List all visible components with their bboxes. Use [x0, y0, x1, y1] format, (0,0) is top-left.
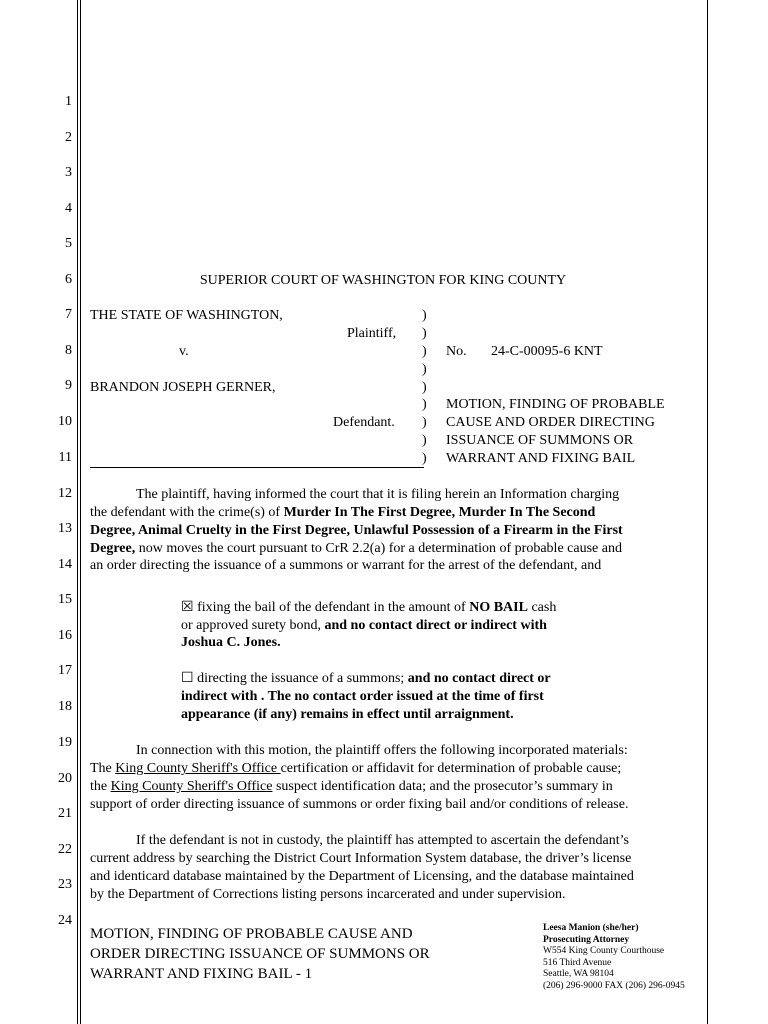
caption-paren: ) [422, 308, 427, 323]
line-number: 20 [58, 771, 72, 786]
charge-list: Murder In The First Degree, Murder In The Second [283, 505, 596, 520]
caption-paren: ) [422, 397, 427, 412]
line-number: 8 [65, 343, 72, 358]
line-number: 5 [65, 236, 72, 251]
para1-line [90, 540, 622, 558]
line-number: 14 [58, 557, 72, 572]
line-number: 23 [58, 877, 72, 892]
para1-line [90, 504, 595, 522]
motion-title-line: ISSUANCE OF SUMMONS OR [446, 433, 634, 448]
case-number-label: No. [446, 344, 467, 359]
option-summons-text: directing the issuance of a summons; [193, 671, 408, 686]
option-bail-text: fixing the bail of the defendant in the amount of [193, 600, 470, 615]
line-number: 11 [58, 450, 72, 465]
para3-line: If the defendant is not in custody, the plaintiff has attempted to ascertain the defendant’s [136, 833, 629, 848]
prosecutor-name: Leesa Manion (she/her) [543, 923, 639, 933]
prosecutor-title: Prosecuting Attorney [543, 934, 630, 945]
option-bail-text: cash [527, 600, 557, 615]
line-number: 16 [58, 628, 72, 643]
motion-title-line: WARRANT AND FIXING BAIL [446, 451, 636, 466]
no-contact-text: and no contact direct or [407, 671, 551, 686]
caption-paren: ) [422, 451, 427, 466]
line-number: 19 [58, 735, 72, 750]
option-summons-line: appearance (if any) remains in effect until arraignment. [181, 707, 514, 722]
court-title-text: SUPERIOR COURT OF WASHINGTON FOR KING COUNTY [199, 273, 567, 288]
prosecutor-block [543, 923, 685, 992]
case-number: 24-C-00095-6 KNT [491, 344, 603, 359]
option-bail-line [181, 599, 556, 617]
plaintiff-label: Plaintiff, [347, 326, 397, 341]
line-number: 9 [65, 378, 72, 393]
no-contact-text: and no contact direct or indirect with [324, 618, 547, 633]
caption-paren: ) [422, 415, 427, 430]
caption-rule [90, 467, 424, 468]
charge-list: Degree, Animal Cruelty in the First Degree, Unlawful Possession of a Firearm in the First [90, 523, 623, 538]
para2-text: the [90, 779, 111, 794]
footer-title-line: ORDER DIRECTING ISSUANCE OF SUMMONS OR [90, 946, 430, 962]
para1-line: an order directing the issuance of a summons or warrant for the arrest of the defendant, and [90, 558, 602, 573]
agency-name: King County Sheriff's Office [110, 779, 273, 794]
para3-line: and identicard database maintained by the Department of Licensing, and the database maintained [90, 869, 634, 884]
bail-amount: NO BAIL [469, 600, 528, 615]
line-number: 12 [58, 486, 72, 501]
plaintiff-name: THE STATE OF WASHINGTON, [90, 308, 283, 323]
option-summons-line: indirect with . The no contact order issued at the time of first [181, 689, 544, 704]
line-number: 24 [58, 913, 72, 928]
line-number: 22 [58, 842, 72, 857]
line-number: 3 [65, 165, 72, 180]
para3-line: current address by searching the District Court Information System database, the driver’s license [90, 851, 632, 866]
defendant-label: Defendant. [333, 415, 395, 430]
option-summons-line [181, 670, 551, 688]
line-number: 1 [65, 94, 72, 109]
para2-text: certification or affidavit for determination of probable cause; [280, 761, 622, 776]
unchecked-box-icon: ☐ [181, 671, 194, 686]
line-number: 17 [58, 663, 72, 678]
option-bail-text: or approved surety bond, [181, 618, 325, 633]
address-line: W554 King County Courthouse [543, 946, 665, 956]
agency-name: King County Sheriff's Office [115, 761, 281, 776]
address-line: Seattle, WA 98104 [543, 969, 614, 979]
footer-title-line: MOTION, FINDING OF PROBABLE CAUSE AND [90, 926, 413, 942]
para2-line: support of order directing issuance of summons or order fixing bail and/or conditions of release. [90, 797, 629, 812]
caption-paren: ) [422, 380, 427, 395]
no-contact-person: Joshua C. Jones. [181, 635, 281, 650]
para2-line [90, 760, 621, 778]
address-line: 516 Third Avenue [543, 957, 612, 968]
caption-paren: ) [422, 433, 427, 448]
line-number: 2 [65, 130, 72, 145]
para1-line: The plaintiff, having informed the court that it is filing herein an Information charging [136, 487, 620, 502]
line-number: 10 [58, 414, 72, 429]
line-number: 15 [58, 592, 72, 607]
checked-box-icon: ☒ [181, 600, 194, 615]
para2-line: In connection with this motion, the plaintiff offers the following incorporated materials: [136, 743, 628, 758]
right-margin-rule [707, 0, 708, 1024]
para2-text: The [90, 761, 116, 776]
footer-title-line: WARRANT AND FIXING BAIL - 1 [90, 966, 313, 982]
phone-fax: (206) 296-9000 FAX (206) 296-0945 [543, 980, 685, 991]
para2-text: suspect identification data; and the prosecutor’s summary in [272, 779, 613, 794]
defendant-name: BRANDON JOSEPH GERNER, [90, 380, 276, 395]
caption-paren: ) [422, 326, 427, 341]
para2-line [90, 778, 613, 796]
line-number: 6 [65, 272, 72, 287]
para1-text: now moves the court pursuant to CrR 2.2(a) for a determination of probable cause and [135, 541, 622, 556]
versus: v. [179, 344, 189, 359]
line-number: 18 [58, 699, 72, 714]
court-title [0, 272, 768, 290]
footer-title [90, 924, 430, 984]
caption-paren: ) [422, 362, 427, 377]
left-margin-rule-inner [80, 0, 81, 1024]
line-number: 21 [58, 806, 72, 821]
line-number: 4 [65, 201, 72, 216]
caption-paren: ) [422, 344, 427, 359]
motion-title-line: CAUSE AND ORDER DIRECTING [446, 415, 655, 430]
motion-title-line: MOTION, FINDING OF PROBABLE [446, 397, 665, 412]
line-number: 13 [58, 521, 72, 536]
charge-list: Degree, [90, 541, 136, 556]
para1-text: the defendant with the crime(s) of [90, 505, 284, 520]
para3-line: by the Department of Corrections listing persons incarcerated and under supervision. [90, 887, 566, 902]
left-margin-rule-outer [77, 0, 78, 1024]
option-bail-line [181, 617, 547, 635]
line-number: 7 [65, 307, 72, 322]
